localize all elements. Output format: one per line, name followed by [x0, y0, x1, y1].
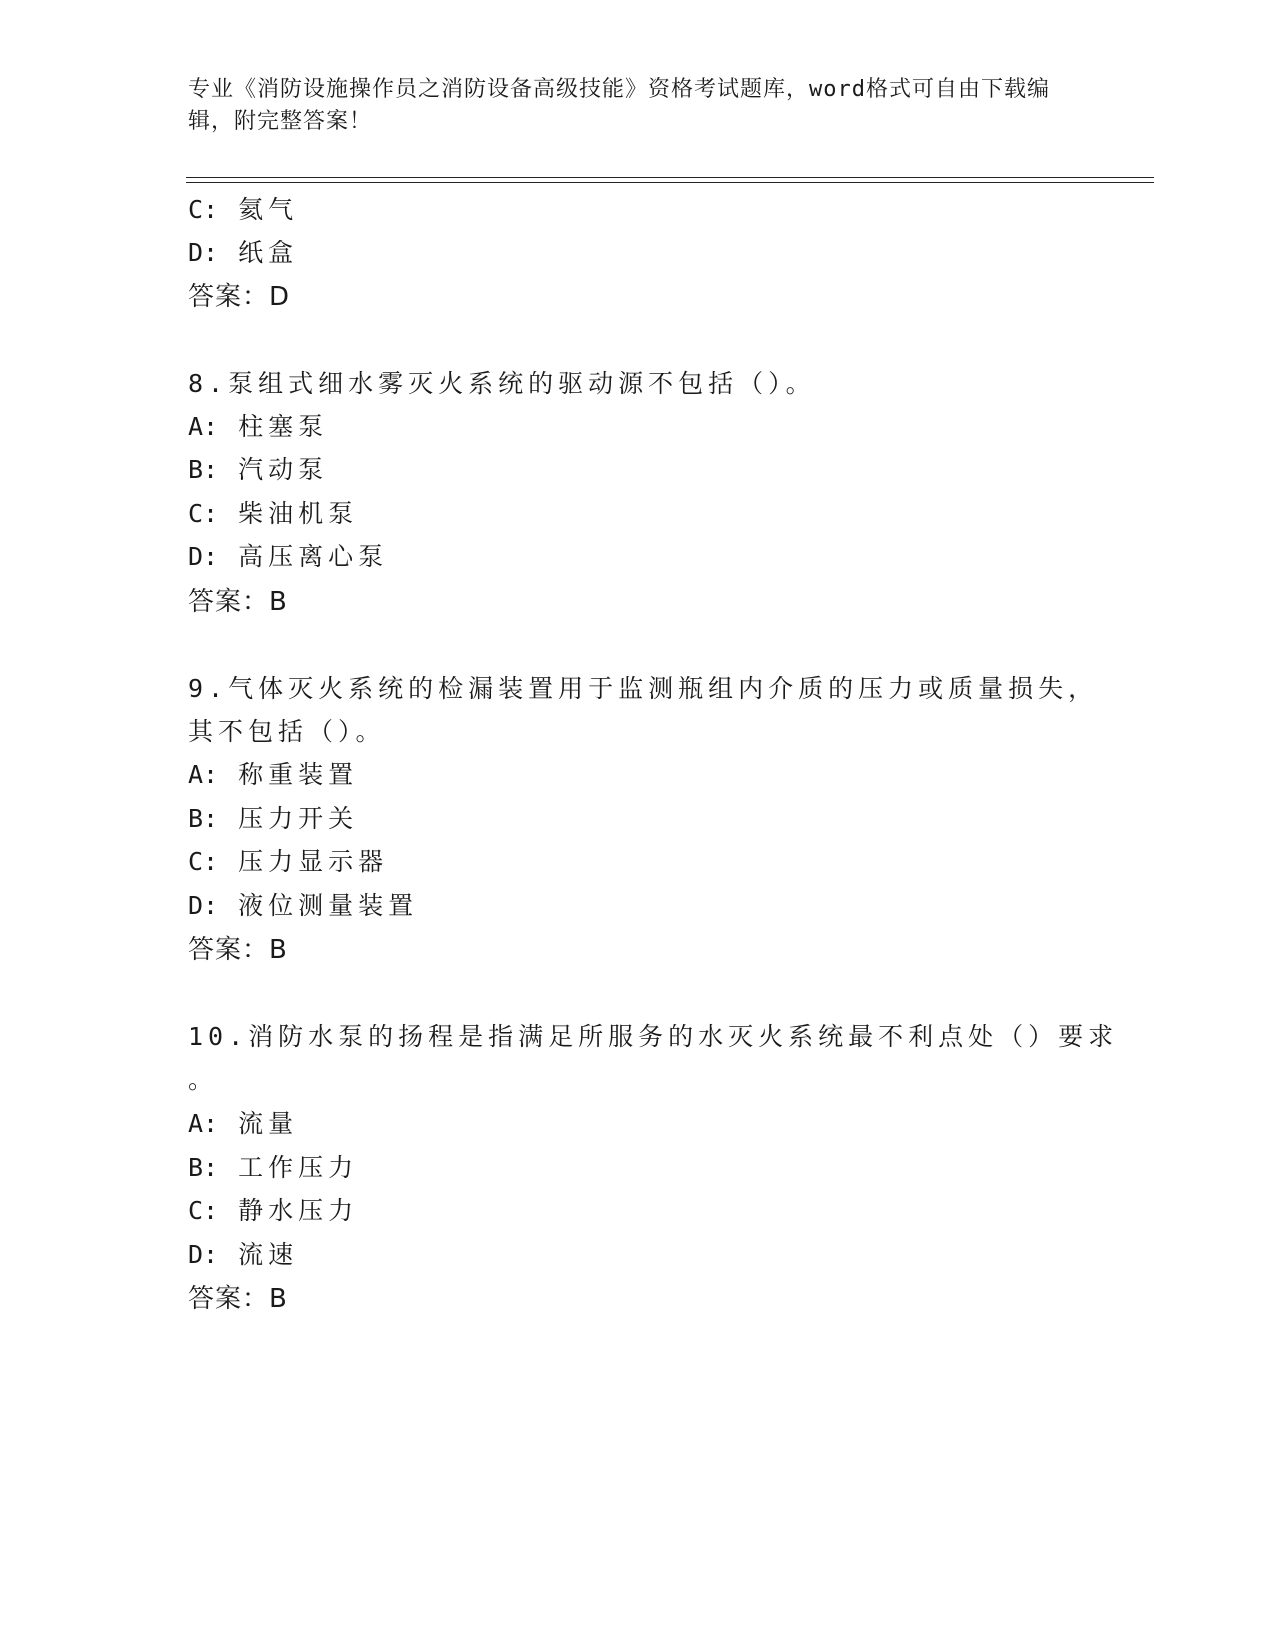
question-stem-continued: 。: [188, 1065, 219, 1094]
answer-line: 答案：D: [188, 282, 291, 312]
option-d: D: 高压离心泵: [188, 542, 389, 571]
header-divider-bottom: [186, 182, 1154, 183]
option-d: D: 纸盒: [188, 238, 299, 267]
option-b: B: 压力开关: [188, 804, 359, 833]
question-stem: 8.泵组式细水雾灭火系统的驱动源不包括（）。: [188, 369, 816, 398]
option-c: C: 压力显示器: [188, 847, 389, 876]
option-b: B: 工作压力: [188, 1153, 359, 1182]
option-b: B: 汽动泵: [188, 455, 329, 484]
option-a: A: 柱塞泵: [188, 412, 329, 441]
question-stem: 9.气体灭火系统的检漏装置用于监测瓶组内介质的压力或质量损失，: [188, 674, 1099, 703]
option-a: A: 称重装置: [188, 760, 359, 789]
option-c: C: 静水压力: [188, 1196, 359, 1225]
answer-line: 答案：B: [188, 935, 288, 965]
question-stem: 10.消防水泵的扬程是指满足所服务的水灭火系统最不利点处（）要求: [188, 1022, 1119, 1051]
page-header-text: 专业《消防设施操作员之消防设备高级技能》资格考试题库，word格式可自由下载编辑，附完整答案！: [188, 77, 1050, 134]
answer-line: 答案：B: [188, 1284, 288, 1314]
question-stem-continued: 其不包括（）。: [188, 717, 386, 746]
option-a: A: 流量: [188, 1109, 299, 1138]
header-divider-top: [186, 177, 1154, 178]
answer-line: 答案：B: [188, 587, 288, 617]
option-c: C: 柴油机泵: [188, 499, 359, 528]
option-c: C: 氦气: [188, 195, 299, 224]
option-d: D: 液位测量装置: [188, 891, 419, 920]
option-d: D: 流速: [188, 1240, 299, 1269]
